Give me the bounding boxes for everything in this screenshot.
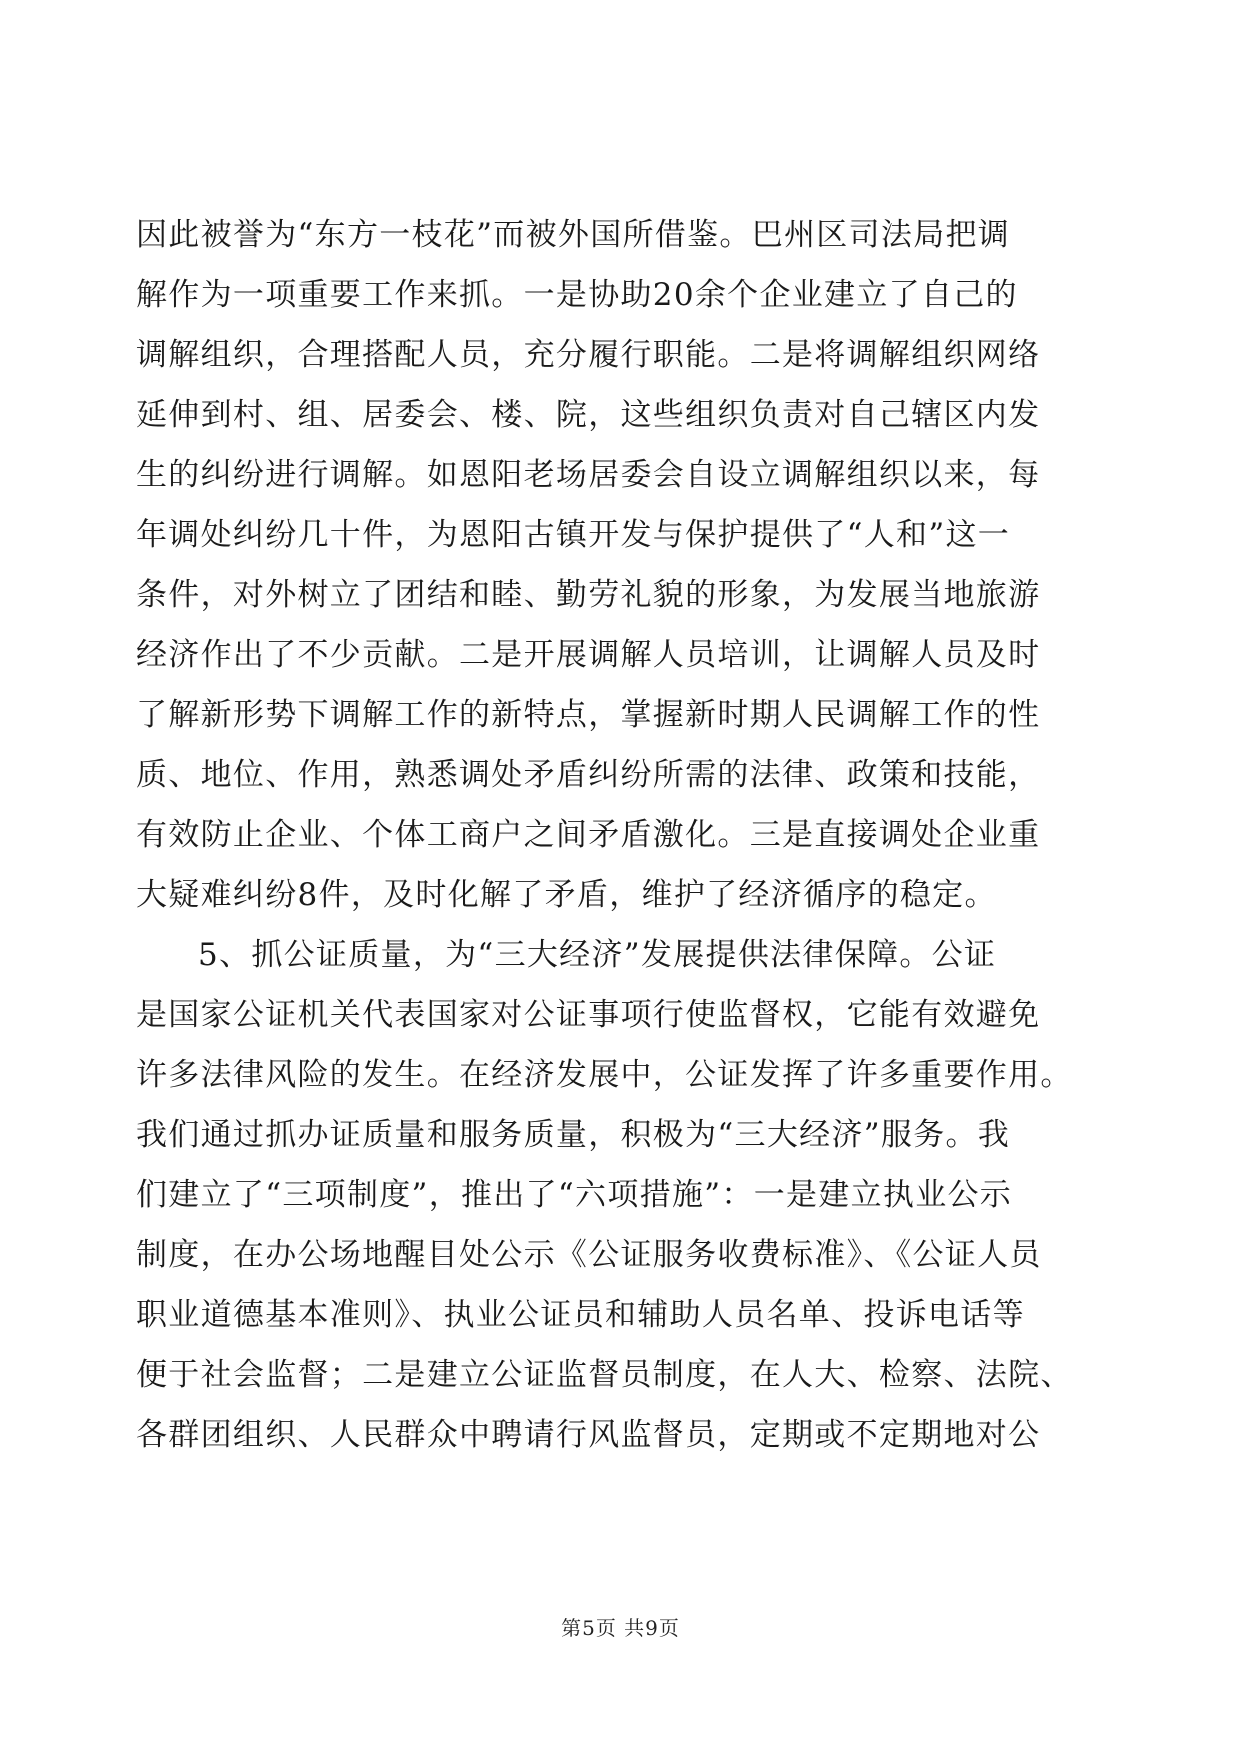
text-line: 质、地位、作用，熟悉调处矛盾纠纷所需的法律、政策和技能，	[136, 757, 1041, 793]
page-number-footer: 第5页 共9页	[561, 1616, 680, 1640]
text-line: 职业道德基本准则》、执业公证员和辅助人员名单、投诉电话等	[136, 1297, 1025, 1333]
text-line: 许多法律风险的发生。在经济发展中，公证发挥了许多重要作用。	[136, 1057, 1073, 1093]
text-line: 们建立了“三项制度”，推出了“六项措施”：一是建立执业公示	[136, 1177, 1013, 1213]
text-line: 生的纠纷进行调解。如恩阳老场居委会自设立调解组织以来，每	[136, 457, 1041, 493]
text-line: 延伸到村、组、居委会、楼、院，这些组织负责对自己辖区内发	[136, 397, 1041, 433]
text-line: 了解新形势下调解工作的新特点，掌握新时期人民调解工作的性	[136, 697, 1041, 733]
body-text	[136, 205, 1096, 1465]
text-line: 条件，对外树立了团结和睦、勤劳礼貌的形象，为发展当地旅游	[136, 577, 1041, 613]
text-line: 年调处纠纷几十件，为恩阳古镇开发与保护提供了“人和”这一	[136, 517, 1011, 553]
text-line: 制度，在办公场地醒目处公示《公证服务收费标准》、《公证人员	[136, 1237, 1042, 1273]
section-heading-line: 5、抓公证质量，为“三大经济”发展提供法律保障。公证	[198, 937, 997, 973]
text-line: 各群团组织、人民群众中聘请行风监督员，定期或不定期地对公	[136, 1417, 1041, 1453]
text-line: 我们通过抓办证质量和服务质量，积极为“三大经济”服务。我	[136, 1117, 1011, 1153]
text-line: 调解组织，合理搭配人员，充分履行职能。二是将调解组织网络	[136, 337, 1041, 373]
text-line: 是国家公证机关代表国家对公证事项行使监督权，它能有效避免	[136, 997, 1041, 1033]
text-line: 经济作出了不少贡献。二是开展调解人员培训，让调解人员及时	[136, 637, 1041, 673]
text-line: 有效防止企业、个体工商户之间矛盾激化。三是直接调处企业重	[136, 817, 1041, 853]
text-line: 因此被誉为“东方一枝花”而被外国所借鉴。巴州区司法局把调	[136, 217, 1011, 253]
text-line: 大疑难纠纷8件，及时化解了矛盾，维护了经济循序的稳定。	[136, 877, 997, 913]
text-line: 解作为一项重要工作来抓。一是协助20余个企业建立了自己的	[136, 277, 1018, 313]
text-line: 便于社会监督；二是建立公证监督员制度，在人大、检察、法院、	[136, 1357, 1073, 1393]
